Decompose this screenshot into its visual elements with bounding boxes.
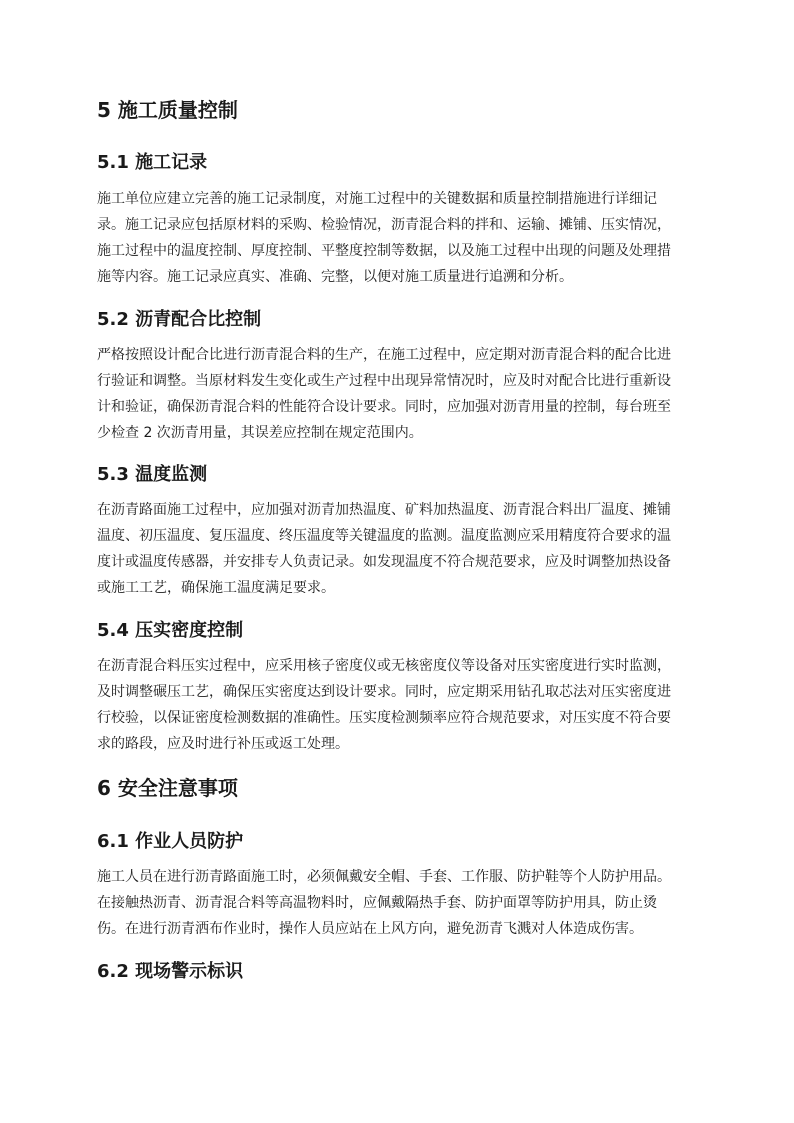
paragraph-line: 及时调整碾压工艺，确保压实密度达到设计要求。同时，应定期采用钻孔取芯法对压实密度进 (97, 684, 671, 700)
paragraph-line: 施工单位应建立完善的施工记录制度，对施工过程中的关键数据和质量控制措施进行详细记 (97, 191, 657, 207)
subsection-heading-6-2: 6.2 现场警示标识 (97, 961, 244, 982)
paragraph-line: 录。施工记录应包括原材料的采购、检验情况，沥青混合料的拌和、运输、摊铺、压实情况， (97, 217, 671, 233)
paragraph-line: 施工人员在进行沥青路面施工时，必须佩戴安全帽、手套、工作服、防护鞋等个人防护用品。 (97, 869, 671, 885)
paragraph-line: 严格按照设计配合比进行沥青混合料的生产，在施工过程中，应定期对沥青混合料的配合比进 (97, 347, 671, 363)
paragraph-5-3 (97, 497, 703, 601)
subsection-heading-5-4: 5.4 压实密度控制 (97, 620, 244, 641)
paragraph-line: 少检查 2 次沥青用量，其误差应控制在规定范围内。 (97, 425, 423, 441)
paragraph-line: 度计或温度传感器，并安排专人负责记录。如发现温度不符合规范要求，应及时调整加热设备 (97, 554, 671, 570)
paragraph-line: 行校验，以保证密度检测数据的准确性。压实度检测频率应符合规范要求，对压实度不符合要 (97, 710, 671, 726)
paragraph-line: 施等内容。施工记录应真实、准确、完整，以便对施工质量进行追溯和分析。 (97, 269, 573, 285)
section-heading-5: 5 施工质量控制 (97, 98, 238, 122)
subsection-heading-5-2: 5.2 沥青配合比控制 (97, 309, 262, 330)
subsection-heading-6-1: 6.1 作业人员防护 (97, 831, 244, 852)
subsection-heading-5-1: 5.1 施工记录 (97, 152, 208, 173)
paragraph-line: 在沥青混合料压实过程中，应采用核子密度仪或无核密度仪等设备对压实密度进行实时监测， (97, 658, 671, 674)
paragraph-line: 计和验证，确保沥青混合料的性能符合设计要求。同时，应加强对沥青用量的控制，每台班至 (97, 399, 671, 415)
section-heading-6: 6 安全注意事项 (97, 776, 238, 800)
paragraph-line: 施工过程中的温度控制、厚度控制、平整度控制等数据，以及施工过程中出现的问题及处理措 (97, 243, 671, 259)
paragraph-line: 在接触热沥青、沥青混合料等高温物料时，应佩戴隔热手套、防护面罩等防护用具，防止烫 (97, 895, 657, 911)
paragraph-line: 行验证和调整。当原材料发生变化或生产过程中出现异常情况时，应及时对配合比进行重新设 (97, 373, 671, 389)
paragraph-line: 伤。在进行沥青洒布作业时，操作人员应站在上风方向，避免沥青飞溅对人体造成伤害。 (97, 921, 643, 937)
paragraph-line: 或施工工艺，确保施工温度满足要求。 (97, 580, 335, 596)
paragraph-5-4 (97, 653, 703, 757)
paragraph-6-1 (97, 864, 703, 942)
paragraph-line: 求的路段，应及时进行补压或返工处理。 (97, 736, 349, 752)
paragraph-5-1 (97, 186, 703, 290)
paragraph-line: 温度、初压温度、复压温度、终压温度等关键温度的监测。温度监测应采用精度符合要求的温 (97, 528, 671, 544)
paragraph-line: 在沥青路面施工过程中，应加强对沥青加热温度、矿料加热温度、沥青混合料出厂温度、摊铺 (97, 502, 671, 518)
subsection-heading-5-3: 5.3 温度监测 (97, 464, 208, 485)
paragraph-5-2 (97, 342, 703, 446)
